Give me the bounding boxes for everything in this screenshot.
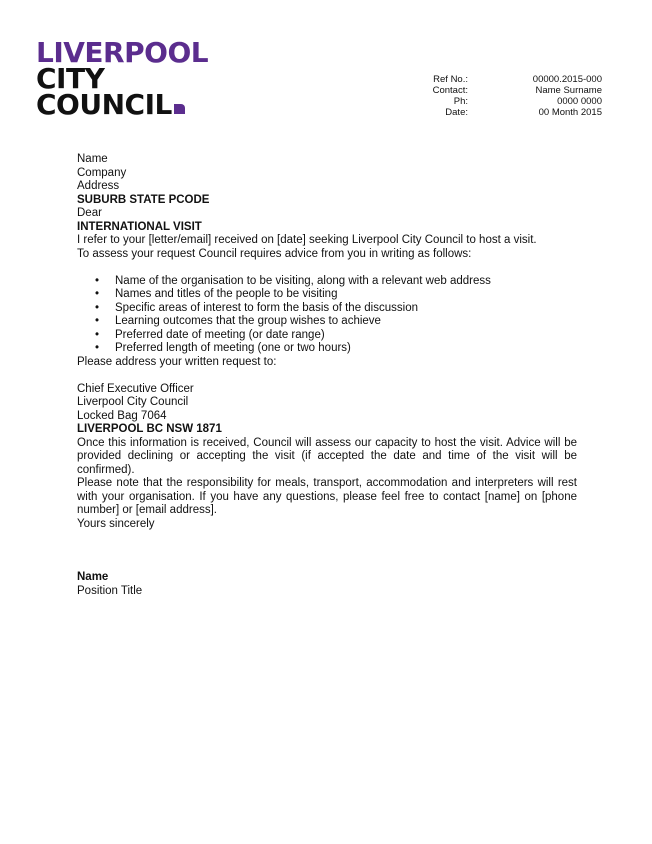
paragraph-address-to: Please address your written request to: [77, 355, 277, 368]
list-item: • Learning outcomes that the group wishes to achieve [115, 315, 577, 329]
recipient-address-line: Address [77, 180, 120, 192]
council-address-line: Chief Executive Officer [77, 382, 194, 395]
recipient-address [77, 153, 577, 207]
logo-city: CITY [36, 62, 105, 95]
salutation: Dear [77, 207, 102, 219]
paragraph-assessment: Once this information is received, Council will assess our capacity to host the visit. Advice will be provided declining or accepting the visit (if accepted the date and time of the visit will be confirmed). [77, 436, 577, 476]
list-item: • Preferred length of meeting (one or two hours) [115, 342, 577, 356]
paragraph-request: To assess your request Council requires advice from you in writing as follows: [77, 247, 472, 260]
ref-label: Ref No.: [433, 74, 468, 85]
logo-liverpool: LIVERPOOL [36, 36, 209, 69]
ref-value: 0000 0000 [557, 96, 602, 107]
letter-body [77, 153, 577, 598]
list-item: • Preferred date of meeting (or date range) [115, 329, 577, 343]
logo-council [36, 88, 208, 121]
ref-row-phone [396, 96, 602, 107]
recipient-company: Company [77, 166, 127, 179]
ref-value: Name Surname [535, 85, 602, 96]
subject-heading: INTERNATIONAL VISIT [77, 220, 202, 233]
list-item: • Name of the organisation to be visiting, along with a relevant web address [115, 275, 577, 289]
reference-block [396, 74, 602, 118]
paragraph-responsibility: Please note that the responsibility for meals, transport, accommodation and interpreters will rest with your organisation. If you have any questions, please feel free to contact [name] on [phone number] or [email address]. [77, 477, 577, 516]
council-address-line: Locked Bag 7064 [77, 409, 167, 422]
recipient-name: Name [77, 153, 108, 165]
ref-value: 00 Month 2015 [538, 107, 602, 118]
list-item: • Specific areas of interest to form the basis of the discussion [115, 302, 577, 316]
ref-row-contact [396, 85, 602, 96]
list-item: • Names and titles of the people to be visiting [115, 288, 577, 302]
council-address-line: Liverpool City Council [77, 396, 189, 408]
signatory-name: Name [77, 571, 109, 583]
requirements-list [77, 275, 577, 356]
ref-label: Contact: [432, 85, 468, 96]
recipient-suburb: SUBURB STATE PCODE [77, 193, 210, 206]
council-logo [36, 36, 209, 121]
ref-row-date [396, 107, 602, 118]
signatory-title: Position Title [77, 584, 143, 597]
logo-square-icon [174, 104, 185, 114]
logo-council-text: COUNCIL [36, 88, 172, 121]
paragraph-intro: I refer to your [letter/email] received on [date] seeking Liverpool City Council to host a visit. [77, 234, 537, 246]
council-address-line: LIVERPOOL BC NSW 1871 [77, 423, 222, 435]
closing: Yours sincerely [77, 517, 155, 530]
ref-value: 00000.2015-000 [532, 74, 602, 85]
ref-label: Ph: [453, 96, 468, 107]
ref-row-refno [396, 74, 602, 85]
council-address [77, 383, 577, 437]
signature-block [77, 571, 577, 598]
ref-label: Date: [445, 107, 468, 118]
